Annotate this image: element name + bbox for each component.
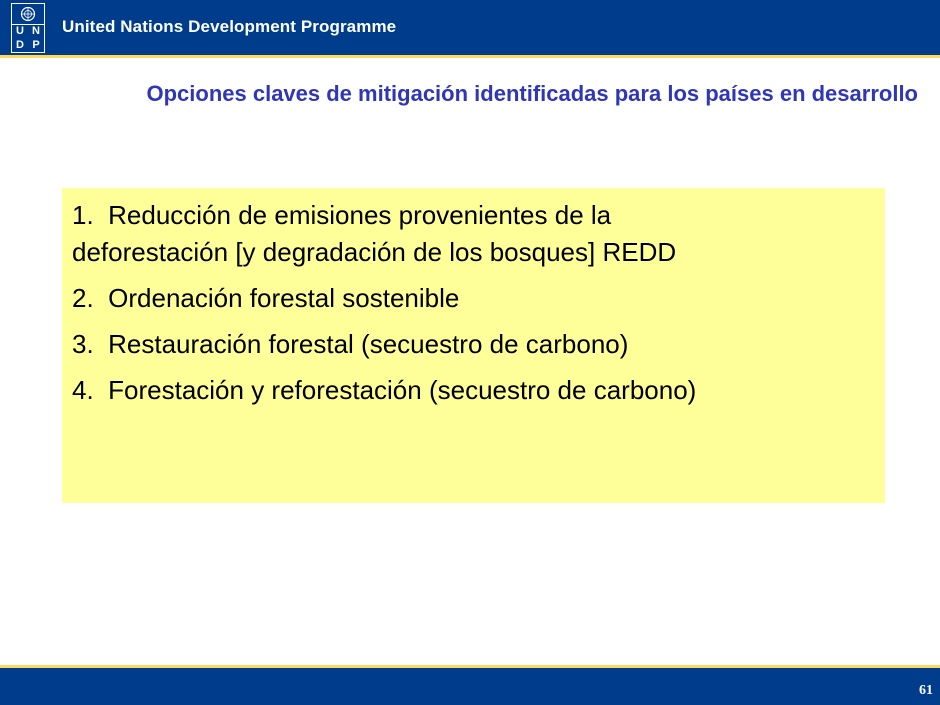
item-text-line: Restauración forestal (secuestro de carbono) [108, 329, 629, 359]
undp-logo [11, 3, 45, 53]
content-box [62, 188, 885, 503]
logo-letter-p: P [32, 38, 40, 51]
item-text-line: deforestación [y degradación de los bosques] REDD [72, 237, 677, 267]
item-text-line: Reducción de emisiones provenientes de la [108, 200, 612, 230]
item-number: 3. [72, 329, 94, 359]
list-item-4 [72, 372, 885, 409]
footer-bar [0, 665, 940, 705]
un-emblem-icon [12, 4, 44, 25]
item-number: 1. [72, 200, 94, 230]
list-item-1 [72, 197, 885, 271]
page-number: 61 [919, 683, 933, 698]
org-name: United Nations Development Programme [62, 17, 397, 36]
logo-letter-d: D [16, 38, 24, 51]
item-text-line: Forestación y reforestación (secuestro de carbono) [108, 375, 697, 405]
list-item-3 [72, 326, 885, 363]
slide-title: Opciones claves de mitigación identificadas para los países en desarrollo [146, 81, 918, 106]
item-text-line: Ordenación forestal sostenible [108, 283, 460, 313]
logo-letter-u: U [16, 25, 24, 38]
header-bar [0, 0, 940, 58]
item-number: 2. [72, 283, 94, 313]
list-item-2 [72, 280, 885, 317]
item-number: 4. [72, 375, 94, 405]
logo-letter-n: N [32, 25, 40, 38]
